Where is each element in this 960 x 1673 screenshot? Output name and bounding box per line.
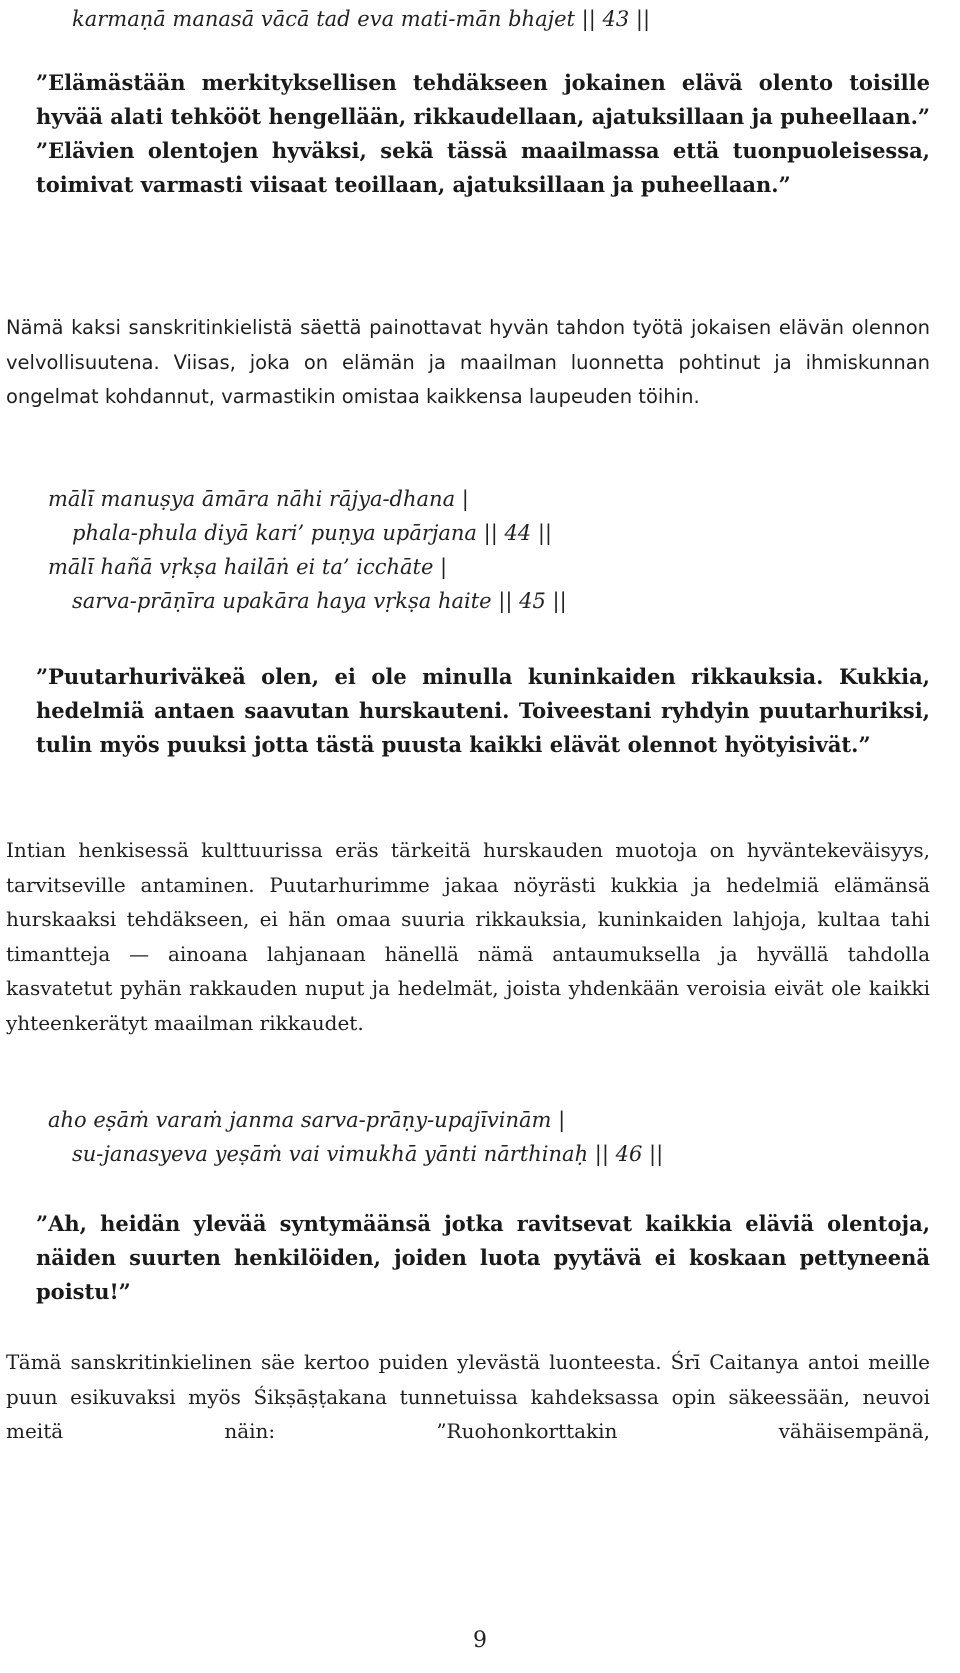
verse-line: mālī manuṣya āmāra nāhi rājya-dhana | — [48, 487, 469, 511]
verse-line: aho eṣāṁ varaṁ janma sarva-prāṇy-upajīvinām | — [48, 1108, 566, 1132]
verse-line: phala-phula diyā kari’ puṇya upārjana || 44 || — [72, 521, 552, 545]
sanskrit-verse-44-45 — [0, 482, 960, 618]
commentary-paragraph-3: Tämä sanskritinkielinen säe kertoo puiden ylevästä luonteesta. Śrī Caitanya antoi meille puun esikuvaksi myös Śikṣāṣṭakana tunnetuissa kahdeksassa opin säkeessään, neuvoi meitä näin: ”Ruohonkorttakin vähäisempänä, — [6, 1350, 930, 1443]
verse-44-45-translation: ”Puutarhuriväkeä olen, ei ole minulla kuninkaiden rikkauksia. Kukkia, hedelmiä antaen saavutan hurskauteni. Toiveestani ryhdyin puutarhuriksi, tulin myös puuksi jotta tästä puusta kaikki elävät olennot hyötyisivät.” — [36, 664, 930, 757]
commentary-paragraph-1: Nämä kaksi sanskritinkielistä säettä painottavat hyvän tahdon työtä jokaisen elävän olennon velvollisuutena. Viisas, joka on elämän ja maailman luonnetta pohtinut ja ihmiskunnan ongelmat kohdannut, varmastikin omistaa kaikkensa laupeuden töihin. — [6, 316, 930, 408]
sanskrit-verse-43 — [0, 2, 960, 36]
verse-line: karmaṇā manasā vācā tad eva mati-mān bhajet || 43 || — [72, 7, 651, 31]
page-number: 9 — [473, 1628, 487, 1653]
commentary-paragraph-2: Intian henkisessä kulttuurissa eräs tärkeitä hurskauden muotoja on hyväntekeväisyys, tarvitseville antaminen. Puutarhurimme jakaa nöyrästi kukkia ja hedelmiä elämänsä hurskaaksi tehdäkseen, ei hän omaa suuria rikkauksia, kuninkaiden lahjoja, kultaa tahi timantteja — ainoana lahjanaan hänellä nämä antaumuksella ja hyvällä tahdolla kasvatetut pyhän rakkauden nuput ja hedelmät, joista yhdenkään veroisia eivät ole kaikki yhteenkerätyt maailman rikkaudet. — [6, 838, 930, 1035]
verse-43-translation: ”Elämästään merkityksellisen tehdäkseen jokainen elävä olento toisille hyvää alati tehkööt hengellään, rikkaudellaan, ajatuksillaan ja puheellaan.” ”Elävien olentojen hyväksi, sekä tässä maailmassa että tuonpuoleisessa, toimivat varmasti viisaat teoillaan, ajatuksillaan ja puheellaan.” — [36, 70, 930, 197]
sanskrit-verse-46 — [0, 1103, 960, 1171]
verse-line: sarva-prāṇīra upakāra haya vṛkṣa haite || 45 || — [72, 589, 567, 613]
verse-46-translation: ”Ah, heidän ylevää syntymäänsä jotka ravitsevat kaikkia eläviä olentoja, näiden suurten henkilöiden, joiden luota pyytävä ei koskaan pettyneenä poistu!” — [36, 1211, 930, 1304]
verse-line: mālī hañā vṛkṣa hailāṅ ei ta’ icchāte | — [48, 555, 448, 579]
verse-line: su-janasyeva yeṣāṁ vai vimukhā yānti nārthinaḥ || 46 || — [72, 1142, 664, 1166]
